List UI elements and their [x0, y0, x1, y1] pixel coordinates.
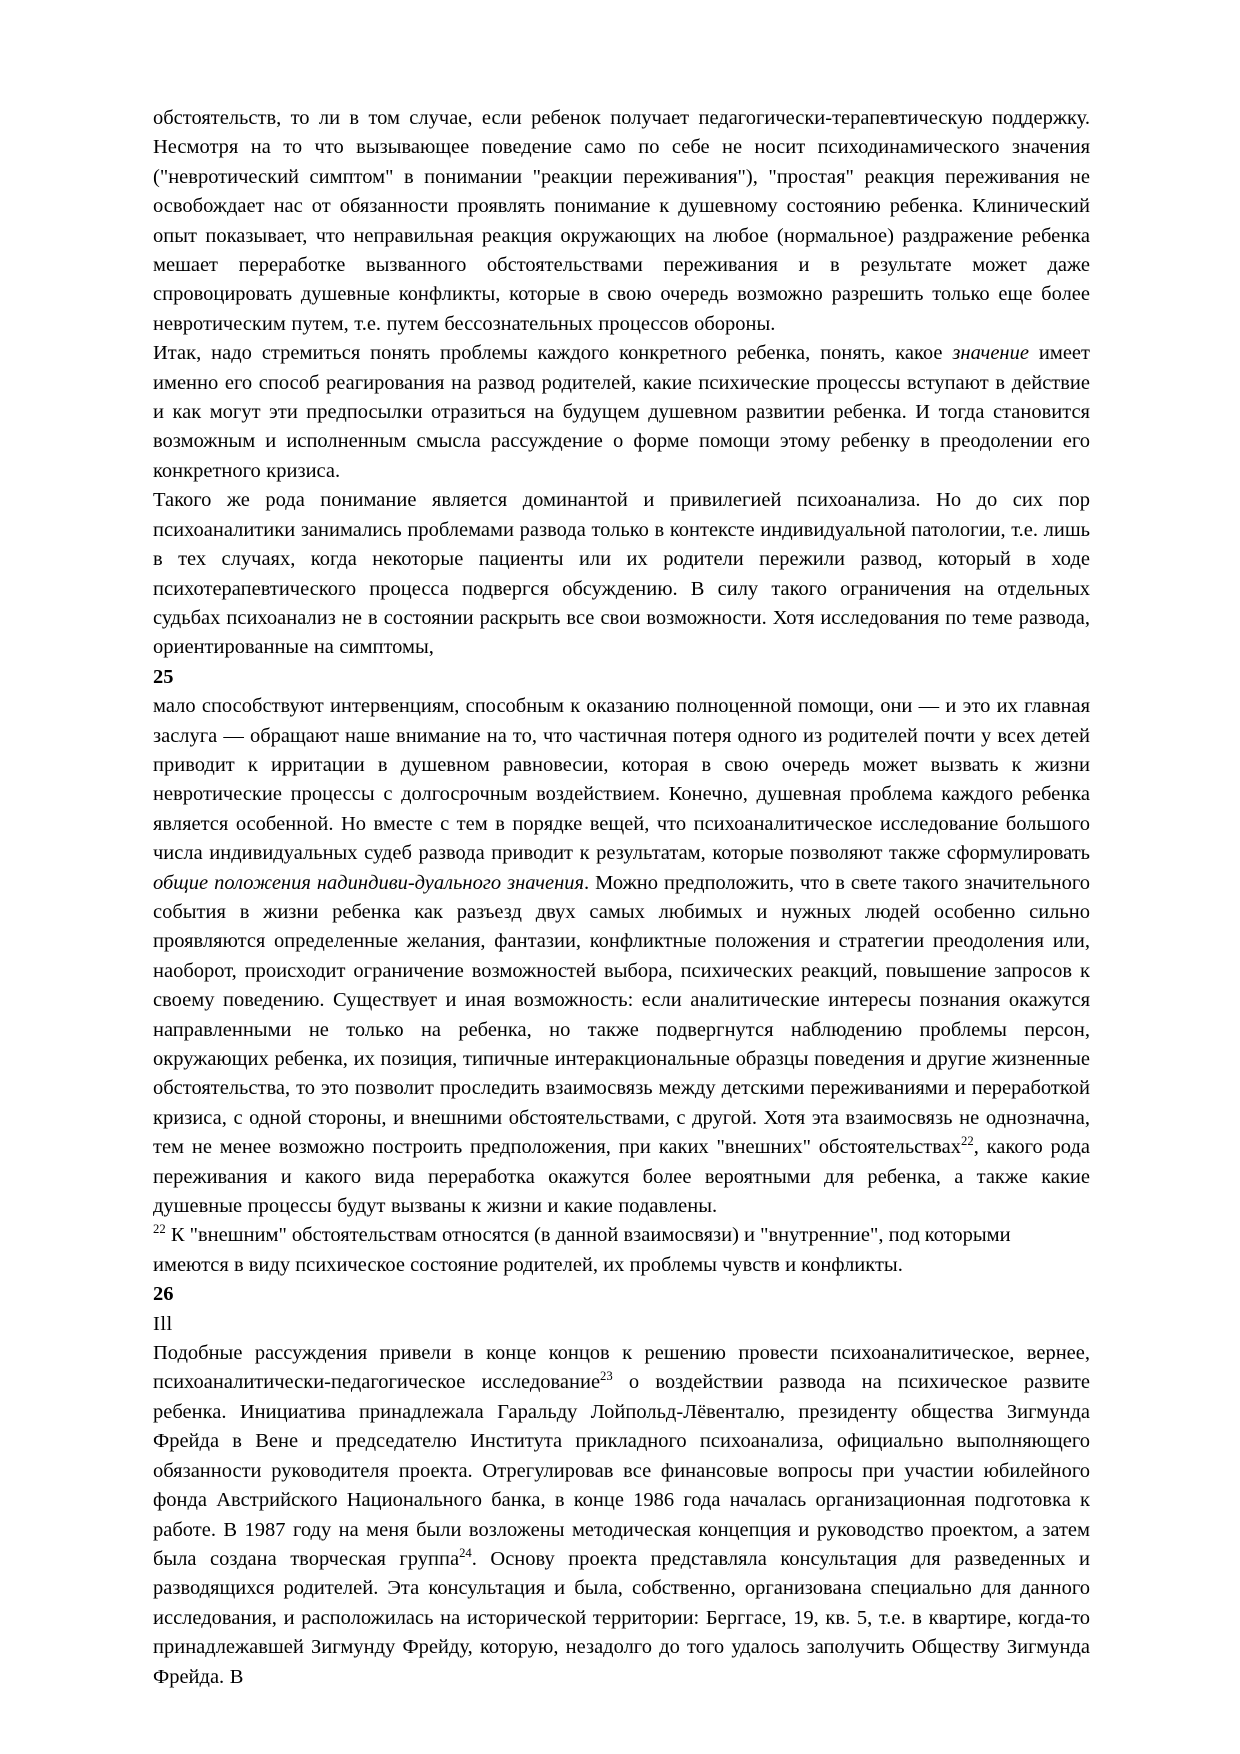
paragraph-5-part-b: о воздействии развода на психическое развите ребенка. Инициатива принадлежала Гаральду Лойпольд-Лёвенталю, президенту общества Зигмунда Фрейда в Вене и председателю Института прикладного психоанализа, официально выполняющего обязанности руководителя проекта. Отрегулировав все финансовые вопросы при участии юбилейного фонда Австрийского Национального банка, в конце 1986 года началась организационная подготовка к работе. В 1987 году на меня были возложены методическая концепция и руководство проектом, а затем была создана творческая группа	[153, 1371, 1090, 1570]
footnote-22-marker: 22	[153, 1222, 166, 1237]
section-heading: Ill	[153, 1312, 173, 1335]
text-column	[153, 104, 1090, 1692]
paragraph-4-part-c: , какого рода переживания и какого вида переработка окажутся более вероятными для ребенка, а также какие душевные процессы будут вызваны к жизни и какие подавлены.	[153, 1136, 1090, 1218]
paragraph-1: обстоятельств, то ли в том случае, если ребенок получает педагогически-терапевтическую поддержку. Несмотря на то что вызывающее поведение само по себе не носит психодинамического значения ("невротический симптом" в понимании "реакции переживания"), "простая" реакция переживания не освобождает нас от обязанности проявлять понимание к душевному состоянию ребенка. Клинический опыт показывает, что неправильная реакция окружающих на любое (нормальное) раздражение ребенка мешает переработке вызванного обстоятельствами переживания и в результате может даже спровоцировать душевные конфликты, которые в свою очередь возможно разрешить только еще более невротическим путем, т.е. путем бессознательных процессов обороны.	[153, 107, 1090, 335]
page-number-25: 25	[153, 665, 174, 688]
paragraph-4-part-a: мало способствуют интервенциям, способным к оказанию полноценной помощи, они — и это их главная заслуга — обращают наше внимание на то, что частичная потеря одного из родителей почти у всех детей приводит к ирритации в душевном равновесии, которая в свою очередь может вызвать к жизни невротические процессы с долгосрочным воздействием. Конечно, душевная проблема каждого ребенка является особенной. Но вместе с тем в порядке вещей, что психоаналитическое исследование большого числа индивидуальных судеб развода приводит к результатам, которые позволяют также сформулировать	[153, 695, 1090, 865]
paragraph-2-part-a: Итак, надо стремиться понять проблемы каждого конкретного ребенка, понять, какое	[153, 342, 953, 365]
paragraph-2-part-b: имеет именно его способ реагирования на развод родителей, какие психические процессы вступают в действие и как могут эти предпосылки отразиться на будущем душевном развитии ребенка. И тогда становится возможным и исполненным смысла рассуждение о форме помощи этому ребенку в преодолении его конкретного кризиса.	[153, 342, 1090, 482]
paragraph-5-part-a: Подобные рассуждения привели в конце концов к решению провести психоаналитическое, вернее, психоаналитически-педагогическое исследование	[153, 1342, 1090, 1394]
paragraph-2-emphasis: значение	[952, 342, 1029, 365]
paragraph-4-emphasis: общие положения надиндиви-дуального значения	[153, 871, 585, 894]
footnote-ref-22: 22	[961, 1134, 974, 1149]
footnote-ref-24: 24	[459, 1546, 472, 1561]
paragraph-2	[153, 339, 1090, 486]
footnote-22-text: К "внешним" обстоятельствам относятся (в данной взаимосвязи) и "внутренние", под которыми имеются в виду психическое состояние родителей, их проблемы чувств и конфликты.	[153, 1224, 1011, 1276]
paragraph-4-part-b: . Можно предположить, что в свете такого значительного события в жизни ребенка как разъезд двух самых любимых и нужных людей особенно сильно проявляются определенные желания, фантазии, конфликтные положения и стратегии преодоления или, наоборот, происходит ограничение возможностей выбора, психических реакций, повышение запросов к своему поведению. Существует и иная возможность: если аналитические интересы познания окажутся направленными не только на ребенка, но также подвергнутся наблюдению проблемы персон, окружающих ребенка, их позиция, типичные интеракциональные образцы поведения и другие жизненные обстоятельства, то это позволит проследить взаимосвязь между детскими переживаниями и переработкой кризиса, с одной стороны, и внешними обстоятельствами, с другой. Хотя эта взаимосвязь не однозначна, тем не менее возможно построить предположения, при каких "внешних" обстоятельствах	[153, 871, 1090, 1159]
footnote-22	[153, 1221, 1090, 1280]
page-number-26: 26	[153, 1283, 174, 1306]
paragraph-5	[153, 1339, 1090, 1692]
paragraph-4	[153, 692, 1090, 1221]
footnote-ref-23: 23	[600, 1369, 613, 1384]
paragraph-5-part-c: . Основу проекта представляла консультация для разведенных и разводящихся родителей. Эта консультация и была, собственно, организована специально для данного исследования, и расположилась на исторической территории: Берггасе, 19, кв. 5, т.е. в квартире, когда-то принадлежавшей Зигмунду Фрейду, которую, незадолго до того удалось заполучить Обществу Зигмунда Фрейда. В	[153, 1547, 1090, 1688]
paragraph-3: Такого же рода понимание является доминантой и привилегией психоанализа. Но до сих пор психоаналитики занимались проблемами развода только в контексте индивидуальной патологии, т.е. лишь в тех случаях, когда некоторые пациенты или их родители пережили развод, который в ходе психотерапевтического процесса подвергся обсуждению. В силу такого ограничения на отдельных судьбах психоанализ не в состоянии раскрыть все свои возможности. Хотя исследования по теме развода, ориентированные на симптомы,	[153, 489, 1090, 659]
